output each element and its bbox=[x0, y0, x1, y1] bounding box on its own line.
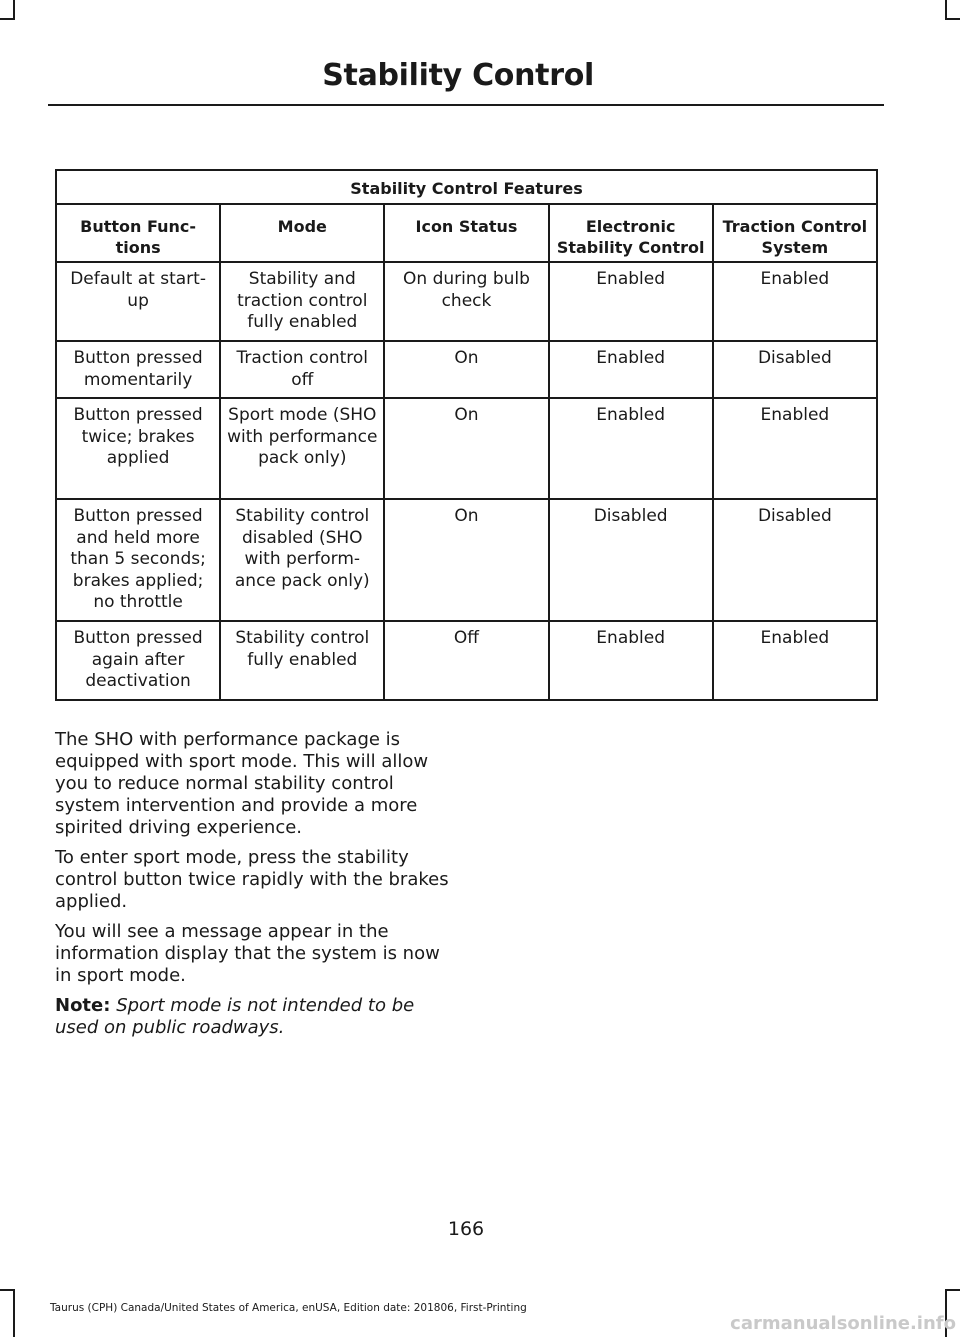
table-row bbox=[56, 341, 877, 398]
crop-mark bbox=[945, 18, 960, 20]
column-header: Traction Control System bbox=[713, 204, 877, 262]
note bbox=[55, 995, 455, 1039]
table-cell: Enabled bbox=[549, 398, 713, 499]
table-caption: Stability Control Features bbox=[56, 170, 877, 204]
crop-mark bbox=[13, 0, 15, 20]
table-cell: Stability control fully enabled bbox=[220, 621, 384, 700]
table-cell: Button pressed twice; brakes applied bbox=[56, 398, 220, 499]
table-cell: Disabled bbox=[549, 499, 713, 621]
column-header: Mode bbox=[220, 204, 384, 262]
table-cell: Enabled bbox=[549, 621, 713, 700]
crop-mark bbox=[0, 18, 15, 20]
table-cell: Stability and traction control fully enabled bbox=[220, 262, 384, 341]
stability-features-table bbox=[55, 169, 878, 701]
table-cell: Disabled bbox=[713, 499, 877, 621]
table-cell: On bbox=[384, 398, 548, 499]
column-header: Icon Status bbox=[384, 204, 548, 262]
crop-mark bbox=[945, 1289, 960, 1291]
table-cell: Enabled bbox=[549, 262, 713, 341]
table-cell: Button pressed momentarily bbox=[56, 341, 220, 398]
table-cell: Enabled bbox=[713, 398, 877, 499]
crop-mark bbox=[13, 1289, 15, 1337]
table-cell: Stability control disabled (SHO with perform-ance pack only) bbox=[220, 499, 384, 621]
title-divider bbox=[48, 104, 884, 106]
table-cell: Disabled bbox=[713, 341, 877, 398]
crop-mark bbox=[0, 1289, 15, 1291]
table-cell: On during bulb check bbox=[384, 262, 548, 341]
table-cell: Off bbox=[384, 621, 548, 700]
watermark: carmanualsonline.info bbox=[730, 1313, 956, 1334]
table-cell: On bbox=[384, 499, 548, 621]
table-cell: Enabled bbox=[713, 262, 877, 341]
note-text: Sport mode is not intended to be used on public roadways. bbox=[55, 995, 415, 1038]
table-row bbox=[56, 499, 877, 621]
table-cell: Traction control off bbox=[220, 341, 384, 398]
paragraph: You will see a message appear in the information display that the system is now in sport mode. bbox=[55, 921, 440, 986]
body-text bbox=[55, 729, 455, 1047]
table-cell: Button pressed again after deactivation bbox=[56, 621, 220, 700]
page-number: 166 bbox=[447, 1218, 485, 1240]
table-row bbox=[56, 621, 877, 700]
table-row bbox=[56, 398, 877, 499]
table-cell: Enabled bbox=[713, 621, 877, 700]
note-label: Note: bbox=[55, 995, 111, 1016]
crop-mark bbox=[945, 0, 947, 20]
column-header: Electronic Stability Control bbox=[549, 204, 713, 262]
table-cell: On bbox=[384, 341, 548, 398]
paragraph: To enter sport mode, press the stability control button twice rapidly with the brakes applied. bbox=[55, 847, 449, 912]
table-cell: Button pressed and held more than 5 seconds; brakes applied; no throttle bbox=[56, 499, 220, 621]
table-row bbox=[56, 262, 877, 341]
column-header: Button Func-tions bbox=[56, 204, 220, 262]
paragraph: The SHO with performance package is equipped with sport mode. This will allow you to reduce normal stability control system intervention and provide a more spirited driving experience. bbox=[55, 729, 429, 838]
table-cell: Sport mode (SHO with performance pack only) bbox=[220, 398, 384, 499]
edition-footer: Taurus (CPH) Canada/United States of America, enUSA, Edition date: 201806, First-Printing bbox=[50, 1302, 527, 1314]
table-cell: Default at start-up bbox=[56, 262, 220, 341]
table-cell: Enabled bbox=[549, 341, 713, 398]
page-title: Stability Control bbox=[322, 58, 594, 93]
